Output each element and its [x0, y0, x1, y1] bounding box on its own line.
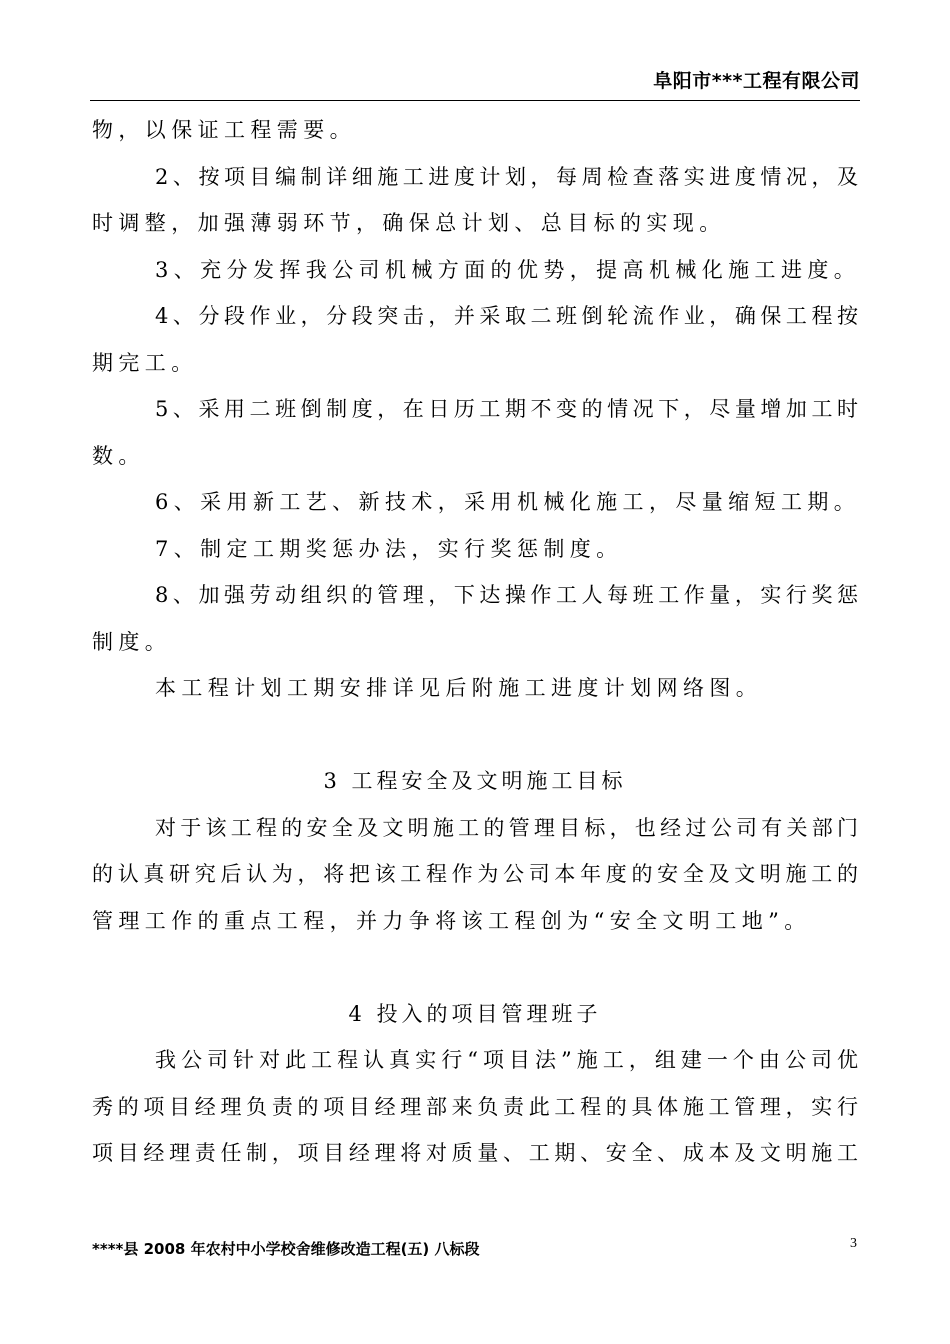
paragraph-line: 我公司针对此工程认真实行“项目法”施工，组建一个由公司优	[155, 1048, 858, 1072]
paragraph-line: 5、采用二班倒制度，在日历工期不变的情况下，尽量增加工时	[155, 397, 858, 421]
header-divider	[90, 100, 860, 101]
page-footer-title: ****县 2008 年农村中小学校舍维修改造工程(五) 八标段	[92, 1240, 480, 1258]
paragraph-line: 本工程计划工期安排详见后附施工进度计划网络图。	[155, 676, 763, 700]
section-heading: 4 投入的项目管理班子	[348, 1001, 602, 1026]
paragraph-line: 时调整，加强薄弱环节，确保总计划、总目标的实现。	[92, 211, 726, 235]
paragraph-line: 3、充分发挥我公司机械方面的优势，提高机械化施工进度。	[155, 257, 861, 282]
page-number: 3	[850, 1236, 857, 1251]
paragraph-line: 6、采用新工艺、新技术，采用机械化施工，尽量缩短工期。	[155, 490, 861, 514]
section-gap	[92, 944, 858, 991]
paragraph-line: 秀的项目经理负责的项目经理部来负责此工程的具体施工管理，实行	[92, 1094, 858, 1119]
paragraph-line: 4、分段作业，分段突击，并采取二班倒轮流作业，确保工程按	[155, 304, 858, 328]
paragraph-line: 项目经理责任制，项目经理将对质量、工期、安全、成本及文明施工	[92, 1141, 858, 1165]
paragraph-line: 2、按项目编制详细施工进度计划，每周检查落实进度情况，及	[155, 164, 858, 189]
document-body	[92, 107, 861, 1177]
paragraph-line: 对于该工程的安全及文明施工的管理目标，也经过公司有关部门	[155, 815, 858, 840]
paragraph-line: 8、加强劳动组织的管理，下达操作工人每班工作量，实行奖惩	[155, 583, 858, 607]
paragraph-line: 管理工作的重点工程，并力争将该工程创为“安全文明工地”。	[92, 908, 811, 933]
paragraph-line: 的认真研究后认为，将把该工程作为公司本年度的安全及文明施工的	[92, 862, 858, 886]
paragraph-line: 期完工。	[92, 350, 198, 375]
paragraph-line: 制度。	[92, 629, 172, 654]
paragraph-line: 物，以保证工程需要。	[92, 118, 356, 142]
page-header-company: 阜阳市***工程有限公司	[653, 70, 860, 92]
section-gap	[92, 712, 858, 759]
section-heading: 3 工程安全及文明施工目标	[323, 769, 627, 793]
paragraph-line: 数。	[92, 443, 145, 468]
paragraph-line: 7、制定工期奖惩办法，实行奖惩制度。	[155, 536, 623, 561]
